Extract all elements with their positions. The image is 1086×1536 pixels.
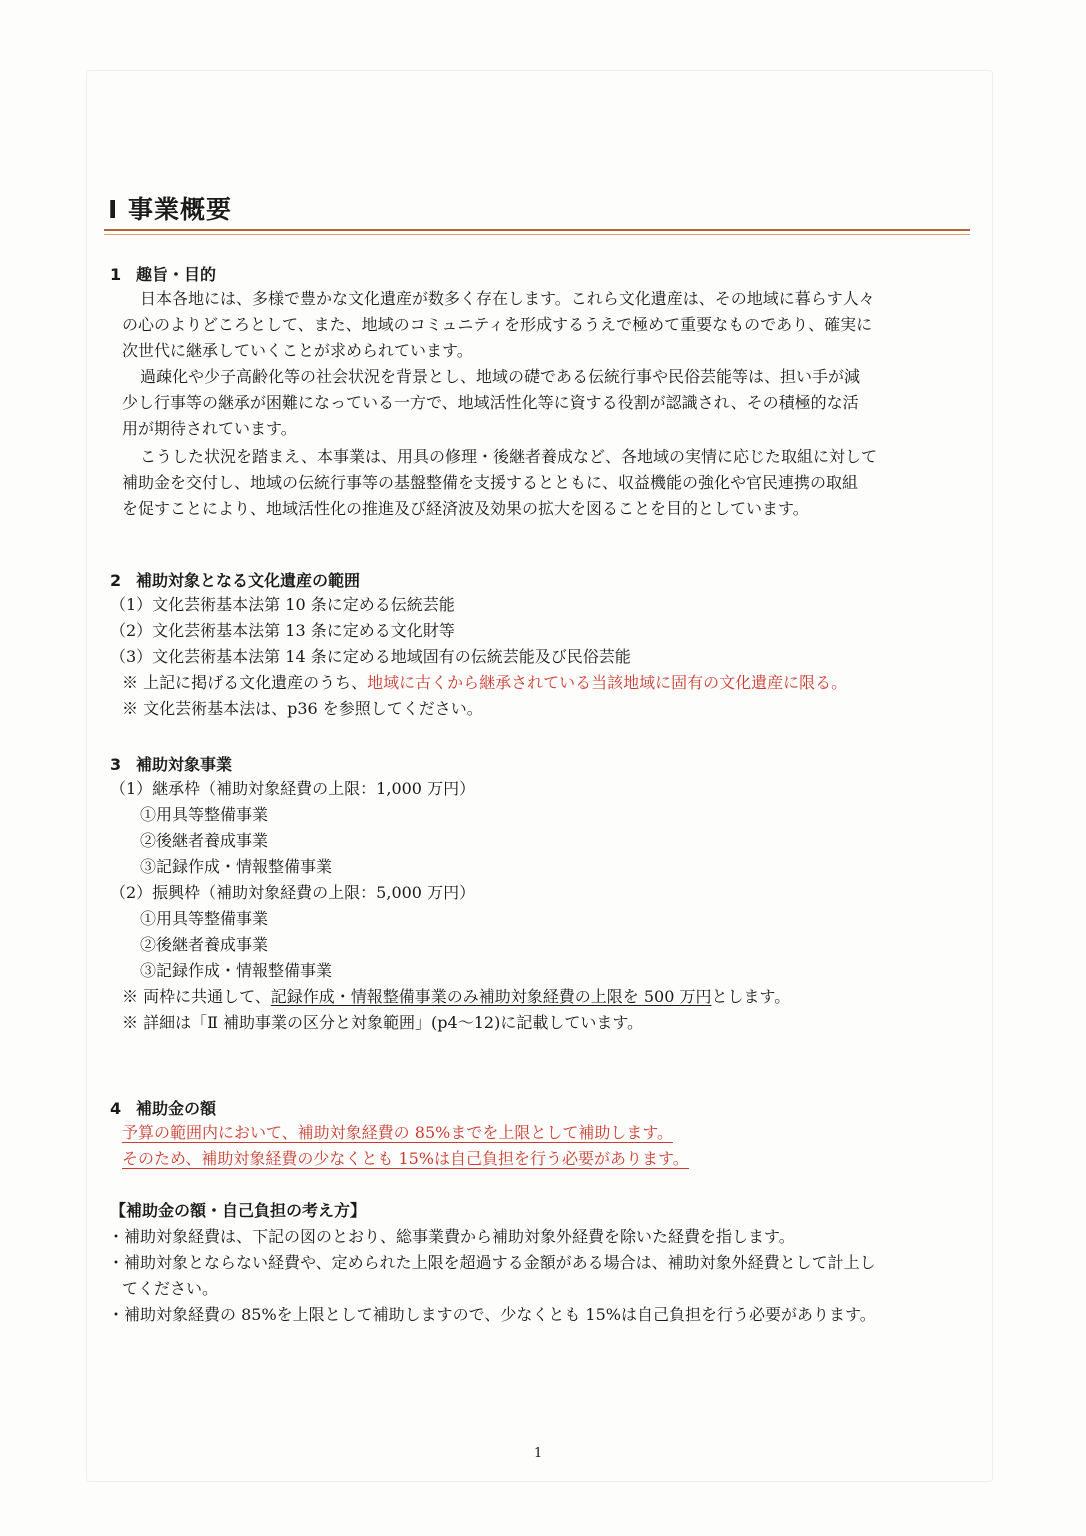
s4-subtitle: 【補助金の額・自己負担の考え方】 xyxy=(110,1201,367,1220)
heading-rule xyxy=(104,229,970,231)
s3-frame-2-item-1: ①用具等整備事業 xyxy=(140,909,269,928)
section-2-title: 2 補助対象となる文化遺産の範囲 xyxy=(110,571,361,590)
s3-note-1: ※ 両枠に共通して、記録作成・情報整備事業のみ補助対象経費の上限を 500 万円とします。 xyxy=(122,987,791,1006)
section-1-title: 1 趣旨・目的 xyxy=(110,265,217,284)
s3-note-2: ※ 詳細は「Ⅱ 補助事業の区分と対象範囲」(p4～12)に記載しています。 xyxy=(122,1013,644,1032)
s1-line-9: を促すことにより、地域活性化の推進及び経済波及効果の拡大を図ることを目的としています。 xyxy=(122,499,809,518)
s1-line-5: 少し行事等の継承が困難になっている一方で、地域活性化等に資する役割が認識され、その積極的な活 xyxy=(122,393,859,412)
s3-frame-1-item-2: ②後継者養成事業 xyxy=(140,831,269,850)
s1-line-7: こうした状況を踏まえ、本事業は、用具の修理・後継者養成など、各地域の実情に応じた取組に対して xyxy=(140,447,877,466)
s3-frame-1-item-1: ①用具等整備事業 xyxy=(140,805,269,824)
chapter-heading: Ⅰ 事業概要 xyxy=(108,195,233,224)
s1-line-2: の心のよりどころとして、また、地域のコミュニティを形成するうえで極めて重要なものであり、確実に xyxy=(122,315,873,334)
s2-item-1: （1）文化芸術基本法第 10 条に定める伝統芸能 xyxy=(110,595,455,614)
s4-bullet-2-cont: てください。 xyxy=(122,1279,219,1298)
s4-bullet-1: ・補助対象経費は、下記の図のとおり、総事業費から補助対象外経費を除いた経費を指します。 xyxy=(108,1227,795,1246)
s4-bullet-3: ・補助対象経費の 85%を上限として補助しますので、少なくとも 15%は自己負担を行う必要があります。 xyxy=(108,1305,876,1324)
section-3-title: 3 補助対象事業 xyxy=(110,755,233,774)
s1-line-6: 用が期待されています。 xyxy=(122,419,297,438)
s3-frame-1: （1）継承枠（補助対象経費の上限：1,000 万円） xyxy=(110,779,476,798)
s3-frame-2: （2）振興枠（補助対象経費の上限：5,000 万円） xyxy=(110,883,476,902)
s4-bullet-2: ・補助対象とならない経費や、定められた上限を超過する金額がある場合は、補助対象外経費として計上し xyxy=(108,1253,876,1272)
heading-rule-thin xyxy=(104,234,970,235)
s2-note-1: ※ 上記に掲げる文化遺産のうち、地域に古くから継承されている当該地域に固有の文化遺産に限る。 xyxy=(122,673,848,692)
section-4-title: 4 補助金の額 xyxy=(110,1099,217,1118)
s1-line-1: 日本各地には、多様で豊かな文化遺産が数多く存在します。これら文化遺産は、その地域に暮らす人々 xyxy=(140,289,875,308)
s4-red-line-1: 予算の範囲内において、補助対象経費の 85%までを上限として補助します。 xyxy=(122,1123,674,1142)
s2-item-2: （2）文化芸術基本法第 13 条に定める文化財等 xyxy=(110,621,455,640)
page-number: 1 xyxy=(534,1446,543,1461)
s3-frame-2-item-3: ③記録作成・情報整備事業 xyxy=(140,961,333,980)
s4-red-line-2: そのため、補助対象経費の少なくとも 15%は自己負担を行う必要があります。 xyxy=(122,1149,689,1168)
s2-item-3: （3）文化芸術基本法第 14 条に定める地域固有の伝統芸能及び民俗芸能 xyxy=(110,647,631,666)
s3-frame-2-item-2: ②後継者養成事業 xyxy=(140,935,269,954)
s3-frame-1-item-3: ③記録作成・情報整備事業 xyxy=(140,857,333,876)
s1-line-8: 補助金を交付し、地域の伝統行事等の基盤整備を支援するとともに、収益機能の強化や官民連携の取組 xyxy=(122,473,859,492)
s2-note-2: ※ 文化芸術基本法は、p36 を参照してください。 xyxy=(122,699,483,718)
s1-line-4: 過疎化や少子高齢化等の社会状況を背景とし、地域の礎である伝統行事や民俗芸能等は、担い手が減 xyxy=(140,367,861,386)
s1-line-3: 次世代に継承していくことが求められています。 xyxy=(122,341,473,360)
